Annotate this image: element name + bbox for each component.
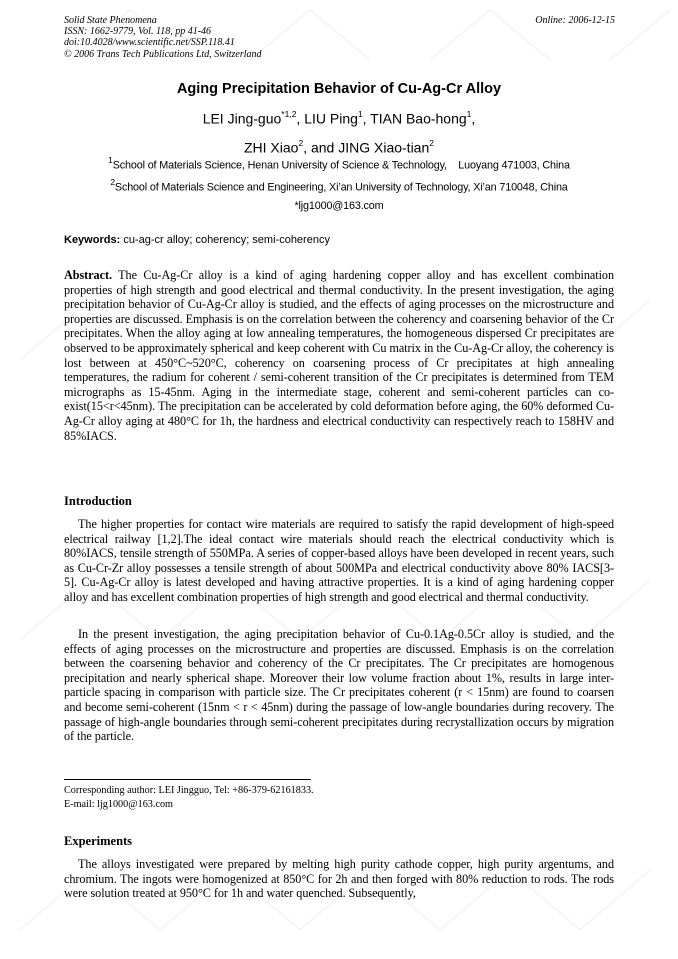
- author-superscript: 2: [298, 137, 304, 148]
- author-superscript: 2: [429, 137, 434, 148]
- corresponding-email: *ljg1000@163.com: [294, 200, 384, 212]
- abstract-label: Abstract.: [64, 268, 112, 282]
- keywords: [64, 234, 330, 246]
- author-list: [0, 103, 678, 160]
- copyright-line: © 2006 Trans Tech Publications Ltd, Switzerland: [64, 48, 262, 60]
- author-name: ZHI Xiao: [243, 139, 299, 156]
- online-date: Online: 2006-12-15: [535, 15, 615, 26]
- issn-line: ISSN: 1662-9779, Vol. 118, pp 41-46: [64, 26, 212, 38]
- keywords-text: cu-ag-cr alloy; coherency; semi-coherency: [123, 234, 330, 246]
- section-heading-experiments: Experiments: [64, 834, 133, 848]
- abstract-text: The Cu-Ag-Cr alloy is a kind of aging hardening copper alloy and has excellent combination properties of high strength and good electrical and thermal conductivity. In the present investigation, the aging precipitation behavior of Cu-Ag-Cr alloy is studied, and the effects of aging processes on the microstructure and properties are discussed. Emphasis is on the correlation between the coherency and coarsening behavior of the Cr precipitates. When the alloy aging at low annealing temperatures, the homogeneous dispersed Cr precipitates are observed to be approximately spherical and keep coherent with Cu matrix in the Cu-Ag-Cr alloy, the coherency is lost between at 450°C~520°C, coherency on coarsening process of Cr precipitates at high annealing temperatures, the radium for coherent / semi-coherent transition of the Cr precipitates is determined from TEM micrographs as 15-45nm. Aging in the intermediate stage, coherent and semi-coherent particles can co-exist(15<r<45nm). The precipitation can be accelerated by cold deformation before aging, the 60% deformed Cu-Ag-Cr alloy aging at 480°C for 1h, the hardness and electrical conductivity can respectively reach to 158HV and 85%IACS.: [64, 268, 614, 443]
- affiliation-superscript: 2: [110, 177, 115, 187]
- affiliation-text: School of Materials Science and Engineering, Xi’an University of Technology, Xi’an 710048, China: [114, 181, 568, 194]
- author-superscript: *1,2: [281, 109, 297, 119]
- footnote-email: E-mail: ljg1000@163.com: [64, 799, 173, 810]
- author-line-1: [0, 103, 678, 132]
- author-name: JING Xiao-tian: [338, 139, 430, 156]
- footnote-corresponding-author: Corresponding author: LEI Jingguo, Tel: +86-379-62161833.: [64, 785, 314, 796]
- affiliation-1: [0, 156, 678, 172]
- author-name: LEI Jing-guo: [202, 110, 282, 127]
- author-separator: , and: [303, 139, 339, 156]
- author-superscript: 1: [466, 109, 472, 119]
- author-separator: ,: [471, 110, 476, 127]
- author-separator: ,: [296, 110, 305, 127]
- section-heading-introduction: Introduction: [64, 494, 132, 508]
- paper-title: Aging Precipitation Behavior of Cu-Ag-Cr Alloy: [176, 81, 502, 97]
- experiments-paragraph-1: The alloys investigated were prepared by melting high purity cathode copper, high purity argentums, and chromium. The ingots were homogenized at 850°C for 2h and then forged with 80% reduction to rods. The rods were solution treated at 950°C for 1h and water quenched. Subsequently,: [64, 857, 614, 901]
- footnote-divider: [64, 779, 311, 780]
- intro-paragraph-2: In the present investigation, the aging precipitation behavior of Cu-0.1Ag-0.5Cr alloy is studied, and the effects of aging processes on the microstructure and properties are discussed. Emphasis is on the correlation between the coarsening behavior and coherency of the Cr precipitates. The Cr precipitates are homogenous precipitation and nearly spherical shape. Moreover their low volume fraction about 1%, results in large inter-particle spacing in comparison with particle size. The Cr precipitates coherent (r < 15nm) are found to coarsen and become semi-coherent (15nm < r < 45nm) during the passage of low-angle boundaries during recovery. The passage of high-angle boundaries through semi-coherent precipitates during recrystallization occurs by migration of the particle.: [64, 627, 614, 744]
- affiliation-superscript: 1: [108, 155, 113, 165]
- doi-line: doi:10.4028/www.scientific.net/SSP.118.41: [64, 37, 235, 49]
- journal-name: Solid State Phenomena: [64, 15, 157, 26]
- keywords-label: Keywords:: [64, 234, 121, 246]
- author-separator: ,: [362, 110, 371, 127]
- author-superscript: 1: [357, 109, 363, 119]
- journal-header: [64, 15, 262, 60]
- abstract: [64, 268, 614, 443]
- affiliation-2: [0, 178, 678, 194]
- author-name: LIU Ping: [304, 110, 358, 127]
- intro-paragraph-1: The higher properties for contact wire materials are required to satisfy the rapid development of high-speed electrical railway [1,2].The ideal contact wire materials should reach the electrical conductivity which is 80%IACS, tensile strength of 550MPa. A series of copper-based alloys have been developed in recent years, such as Cu-Cr-Zr alloy possesses a tensile strength of about 500MPa and electrical conductivity above 80% IACS[3-5]. Cu-Ag-Cr alloy is latest developed and having attractive properties. It is a kind of aging hardening copper alloy and has excellent combination properties of high strength and good electrical and thermal conductivity.: [64, 517, 614, 604]
- affiliation-text: School of Materials Science, Henan University of Science & Technology, Luoyang 471003, China: [112, 159, 570, 172]
- author-name: TIAN Bao-hong: [370, 110, 467, 127]
